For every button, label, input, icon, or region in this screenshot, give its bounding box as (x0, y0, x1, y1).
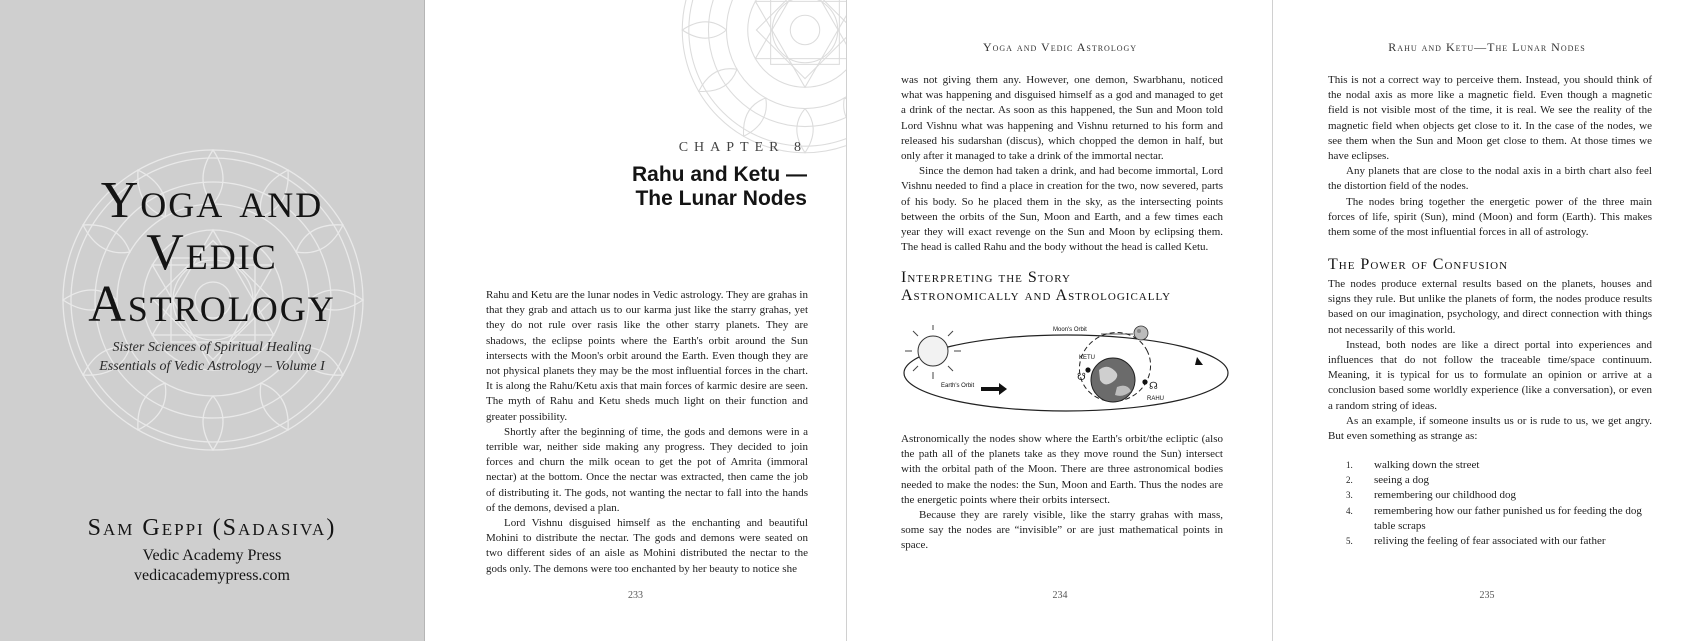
list-item (1346, 458, 1666, 473)
earths-orbit-label: Earth's Orbit (941, 383, 975, 389)
chapter-title (632, 163, 807, 211)
chapter-title-line-1: Rahu and Ketu — (631, 163, 807, 186)
chapter-title-line-2: The Lunar Nodes (635, 187, 807, 210)
list-item (1346, 534, 1666, 549)
list-item-number: 2. (1346, 475, 1353, 486)
list-item (1346, 473, 1666, 488)
paragraph: Instead, both nodes are like a direct portal into experiences and influences that do not follow the traceable time/space continuum. Meaning, it is typical for us to formulate an opinion or arrive at a conclusion based some worldly experience (like a conversation), or even a random string of ideas. (1328, 338, 1652, 412)
book-cover (0, 0, 425, 641)
list-item-text: walking down the street (1374, 459, 1480, 471)
page-234-body-top (901, 73, 1223, 255)
paragraph: Rahu and Ketu are the lunar nodes in Vedic astrology. They are grahas in that they grab and attach us to our karma just like the starry grahas, yet they do not rule over rasis like the other starry planets. They are shadows, the eclipse points where the Earth's orbit around the Sun intersects with the Moon's orbit around the Earth. Even though they are not physical planets they may be the most influential forces in the chart. It is along the Rahu/Ketu axis that main forces of karmic desire are seen. The myth of Rahu and Ketu sheds much light on their function and greater possibility. (486, 289, 808, 423)
paragraph: Shortly after the beginning of time, the gods and demons were in a terrible war, neither side making any progress. They decided to join forces and churn the milk ocean to get the pot of Amrita (immoral nectar) at the bottom. Once the nectar was extracted, then came the job of distributing it. The gods, not wanting the nectar to fall into the hands of the demons, devised a plan. (486, 425, 808, 514)
list-item-number: 5. (1346, 536, 1353, 547)
page-234-body-bottom (901, 432, 1223, 554)
list-item-text: remembering how our father punished us for feeding the dog (1374, 504, 1642, 517)
running-head: Yoga and Vedic Astrology (982, 40, 1138, 54)
list-item-text: table scraps (1374, 519, 1426, 532)
paragraph: This is not a correct way to perceive them. Instead, you should think of the nodal axis as more like a magnetic field. Even though a magnetic field is not visible most of the time, it is real. We see the reality of the magnetic field when objects get close to it. In the case of the nodes, we see them when the Sun and Moon get close to them. At those times we have eclipses. (1328, 74, 1652, 163)
cover-author: Sam Geppi (Sadasiva) (87, 515, 337, 541)
paragraph: Any planets that are close to the nodal axis in a birth chart also feel the distortion field of the nodes. (1328, 165, 1652, 193)
list-item (1346, 519, 1666, 534)
list-item-text: remembering our childhood dog (1374, 489, 1517, 502)
paragraph: The nodes bring together the energetic power of the three main forces of life, spirit (Sun), mind (Moon) and form (Earth). This makes them some of the most influential forces in all of astrology. (1328, 195, 1652, 239)
page-233 (425, 0, 847, 641)
section-heading-line-2: Astronomically and Astrologically (901, 287, 1172, 304)
ketu-point (1085, 367, 1090, 372)
list-item (1346, 488, 1666, 503)
section-heading-line-1: Interpreting the Story (901, 269, 1071, 286)
cover-title-line-3: Astrology (88, 276, 336, 333)
cover-website: vedicacademypress.com (134, 567, 290, 584)
paragraph: was not giving them any. However, one demon, Swarbhanu, noticed what was happening and disguised himself as a god and managed to get a drink of the nectar. As soon as this happened, the Sun and Moon told Lord Vishnu what was happening and Vishnu returned to his form and released his sudarshan (discus), which chopped the demon in half, but only after it managed to take a drink of the immortal nectar. (901, 74, 1223, 163)
earth-orbit-ellipse (904, 335, 1228, 411)
list-item-text: seeing a dog (1374, 474, 1429, 487)
running-head: Rahu and Ketu—The Lunar Nodes (1388, 40, 1586, 54)
page-233-body (486, 288, 808, 577)
page-235 (1274, 0, 1700, 641)
paragraph: Since the demon had taken a drink, and had become immortal, Lord Vishnu needed to find a place in creation for the two, now severed, parts of his body. So he placed them in the sky, as the intersecting points between the orbits of the Sun, Moon and Earth, and a few times each year they will exact revenge on the Sun and Moon by eclipsing them. The head is called Rahu and the body without the head is called Ketu. (901, 165, 1223, 254)
page-235-body-top (1328, 73, 1652, 240)
cover-title-line-2: Vedic (146, 224, 278, 281)
list-item (1346, 504, 1666, 519)
paragraph: Lord Vishnu disguised himself as the enchanting and beautiful Mohini to distribute the nectar. The gods and demons were seated on two different sides of an aisle as Mohini distributed the nectar to the gods only. The demons were too enchanted by her beauty to notice she (486, 517, 808, 575)
paragraph: The nodes produce external results based on the planets, houses and signs they rule. But unlike the planets of form, the nodes produce results based on our imagination, psychology, and direct connection with things not necessarily of this world. (1328, 278, 1652, 336)
list-item-number: 4. (1346, 505, 1353, 516)
moon-icon (1134, 326, 1148, 340)
cover-subtitle-1: Sister Sciences of Spiritual Healing (112, 340, 312, 355)
ketu-label: KETU (1079, 355, 1096, 361)
earth-icon (1091, 358, 1135, 402)
paragraph: Astronomically the nodes show where the Earth's orbit/the ecliptic (also the path all of the planets take as they move round the Sun) intersect with the orbital path of the Moon. There are three astronomical bodies needed to make the nodes: the Sun, Moon and Earth. Thus the nodes are the energetic points where their orbits intersect. (901, 433, 1223, 506)
rahu-label: RAHU (1147, 396, 1165, 402)
section-heading: The Power of Confusion (1328, 256, 1509, 273)
page-234 (848, 0, 1273, 641)
list-item-number: 1. (1346, 460, 1353, 470)
page-number: 235 (1479, 590, 1495, 601)
orbit-arrow (981, 383, 1007, 395)
list-item-text: reliving the feeling of fear associated with our father (1374, 535, 1606, 548)
chapter-label: CHAPTER 8 (678, 140, 807, 155)
sun-icon (905, 325, 961, 379)
numbered-list (1346, 458, 1666, 549)
cover-subtitle-2: Essentials of Vedic Astrology – Volume I (99, 359, 325, 374)
page-number: 234 (1052, 590, 1068, 601)
rahu-point (1142, 379, 1147, 384)
cover-publisher: Vedic Academy Press (142, 547, 282, 564)
list-item-number: 3. (1346, 490, 1353, 501)
paragraph: As an example, if someone insults us or is rude to us, we get angry. But even something as strange as: (1328, 414, 1652, 443)
paragraph: Because they are rarely visible, like the starry grahas with mass, some say the nodes are “invisible” or are just mathematical points in space. (901, 509, 1223, 552)
page-number: 233 (628, 590, 643, 601)
moons-orbit-label: Moon's Orbit (1053, 327, 1087, 333)
lunar-nodes-diagram (901, 325, 1231, 420)
page-235-body-mid (1328, 277, 1652, 444)
cover-title-line-1: Yoga and (100, 172, 324, 229)
ketu-symbol: ☋ (1077, 372, 1086, 383)
rahu-symbol: ☊ (1149, 381, 1158, 392)
